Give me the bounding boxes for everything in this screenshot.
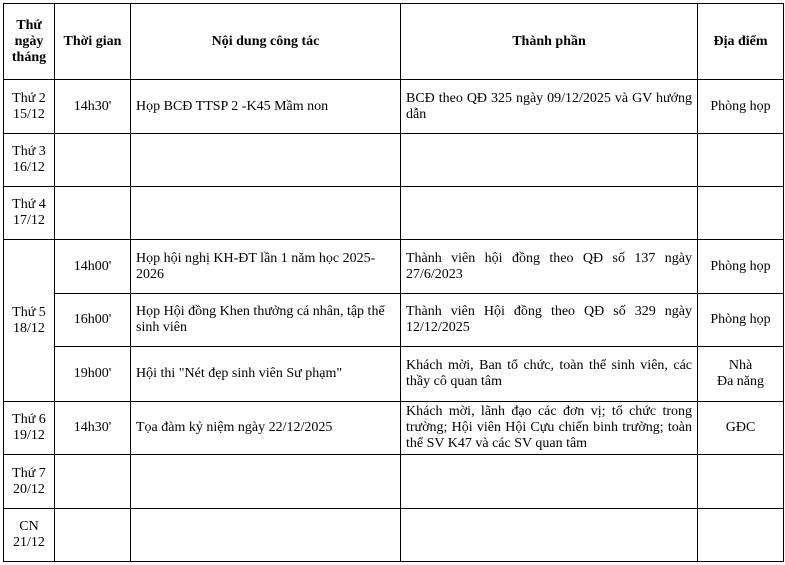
event-content: Họp Hội đồng Khen thưởng cá nhân, tập thể sinh viên	[131, 294, 401, 347]
event-time: 14h30'	[55, 402, 131, 455]
header-day	[4, 4, 55, 80]
event-time: 14h00'	[55, 240, 131, 294]
event-content: Họp hội nghị KH-ĐT lần 1 năm học 2025-2026	[131, 240, 401, 294]
header-day-line3: tháng	[11, 49, 47, 65]
table-row	[4, 134, 784, 187]
table-row	[4, 80, 784, 134]
header-content: Nội dung công tác	[131, 4, 401, 80]
event-location	[698, 347, 784, 402]
empty-content-cell	[131, 455, 401, 509]
weekly-schedule-table	[3, 3, 784, 562]
day-cell	[4, 240, 55, 402]
event-participants: Thành viên hội đồng theo QĐ số 137 ngày 27/6/2023	[401, 240, 698, 294]
empty-time-cell	[55, 509, 131, 562]
table-row	[4, 402, 784, 455]
event-content: Hội thi "Nét đẹp sinh viên Sư phạm"	[131, 347, 401, 402]
day-of-week: Thứ 3	[12, 144, 46, 159]
event-participants: BCĐ theo QĐ 325 ngày 09/12/2025 và GV hướng dẫn	[401, 80, 698, 134]
empty-content-cell	[131, 134, 401, 187]
empty-participants-cell	[401, 509, 698, 562]
empty-participants-cell	[401, 134, 698, 187]
table-row	[4, 187, 784, 240]
empty-content-cell	[131, 509, 401, 562]
day-date: 15/12	[13, 106, 45, 122]
day-of-week: Thứ 6	[12, 412, 46, 427]
empty-participants-cell	[401, 187, 698, 240]
table-row	[4, 240, 784, 294]
empty-location-cell	[698, 455, 784, 509]
header-day-line2: ngày	[14, 33, 44, 49]
header-time: Thời gian	[55, 4, 131, 80]
event-participants: Khách mời, lãnh đạo các đơn vị; tổ chức trong trường; Hội viên Hội Cựu chiến binh trường; toàn thể SV K47 và các SV quan tâm	[401, 402, 698, 455]
table-row	[4, 294, 784, 347]
empty-time-cell	[55, 187, 131, 240]
event-location: Phòng họp	[698, 80, 784, 134]
day-of-week: Thứ 2	[12, 90, 46, 106]
header-participants: Thành phần	[401, 4, 698, 80]
day-date: 17/12	[13, 213, 45, 228]
empty-location-cell	[698, 509, 784, 562]
empty-participants-cell	[401, 455, 698, 509]
day-of-week: Thứ 4	[12, 197, 46, 212]
day-of-week: CN	[19, 519, 39, 534]
event-location-line2: Đa năng	[716, 374, 765, 389]
header-day-line1: Thứ	[16, 17, 42, 33]
header-row	[4, 4, 784, 80]
day-date: 19/12	[13, 428, 45, 443]
empty-location-cell	[698, 134, 784, 187]
empty-time-cell	[55, 455, 131, 509]
event-location-line1: Nhà	[728, 358, 753, 373]
event-time: 14h30'	[55, 80, 131, 134]
day-cell	[4, 402, 55, 455]
event-location: GĐC	[698, 402, 784, 455]
day-cell	[4, 455, 55, 509]
day-date: 18/12	[13, 320, 45, 336]
event-location: Phòng họp	[698, 240, 784, 294]
day-date: 16/12	[13, 160, 45, 175]
day-date: 20/12	[13, 481, 45, 497]
table-row	[4, 347, 784, 402]
event-location: Phòng họp	[698, 294, 784, 347]
empty-content-cell	[131, 187, 401, 240]
day-date: 21/12	[13, 535, 45, 550]
day-cell	[4, 509, 55, 562]
event-content: Họp BCĐ TTSP 2 -K45 Mầm non	[131, 80, 401, 134]
day-cell	[4, 187, 55, 240]
empty-time-cell	[55, 134, 131, 187]
event-content: Tọa đàm kỷ niệm ngày 22/12/2025	[131, 402, 401, 455]
event-participants: Thành viên Hội đồng theo QĐ số 329 ngày 12/12/2025	[401, 294, 698, 347]
day-cell	[4, 80, 55, 134]
header-location: Địa điểm	[698, 4, 784, 80]
day-cell	[4, 134, 55, 187]
table-row	[4, 509, 784, 562]
event-time: 19h00'	[55, 347, 131, 402]
day-of-week: Thứ 7	[12, 465, 46, 481]
event-time: 16h00'	[55, 294, 131, 347]
empty-location-cell	[698, 187, 784, 240]
table-row	[4, 455, 784, 509]
day-of-week: Thứ 5	[12, 304, 46, 320]
event-participants: Khách mời, Ban tổ chức, toàn thể sinh viên, các thầy cô quan tâm	[401, 347, 698, 402]
